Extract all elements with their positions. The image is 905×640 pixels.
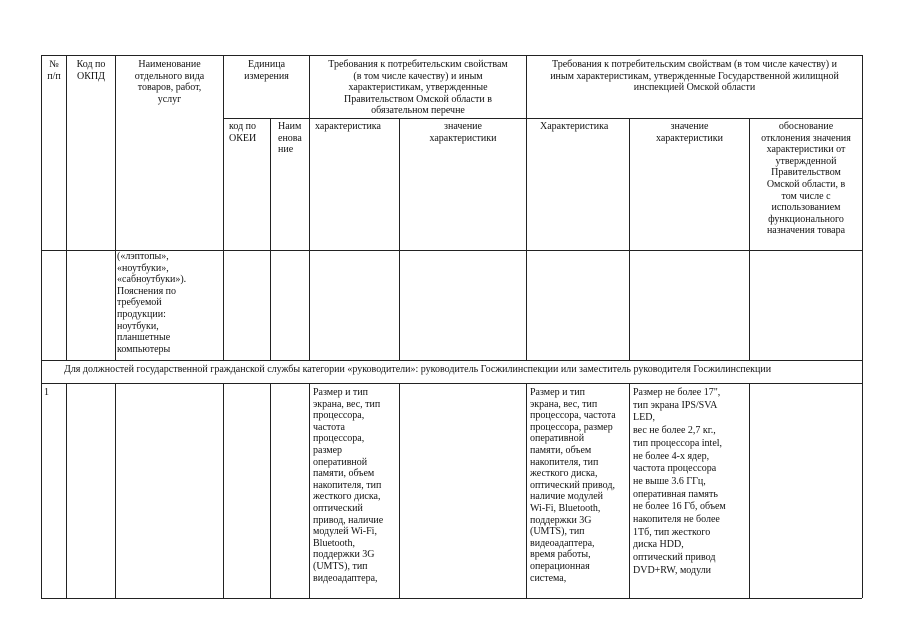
header-value-insp: значение характеристики	[655, 121, 723, 144]
header-requirements-inspection: Требования к потребительским свойствам (в том числе качеству) и иным характеристикам, утвержденные Государственной жилищной инспекцией Омской области	[550, 59, 839, 94]
section-row-bottom-line	[41, 383, 862, 384]
col-divider	[66, 383, 67, 598]
row-characteristics-insp: Размер и тип экрана, вес, тип процессора, частота процессора, размер оперативной памяти, объем накопителя, тип жесткого диска, оптический привод, наличие модулей Wi-Fi, Bluetooth, поддержки 3G (UMTS), тип видеоадаптера, время работы, операционная система,	[530, 387, 616, 584]
header-okpd-code: Код по ОКПД	[76, 59, 106, 82]
col-divider	[526, 383, 527, 598]
table-border-bottom	[41, 598, 862, 599]
col-divider	[629, 118, 630, 360]
header-requirements-government: Требования к потребительским свойствам (в том числе качеству) и иным характеристикам, утвержденные Правительством Омской области в обязательном перечне	[328, 59, 508, 117]
col-divider	[66, 55, 67, 360]
item-name-continuation: («лэптопы», «ноутбуки», «сабноутбуки»). Пояснения по требуемой продукции: ноутбуки, планшетные компьютеры	[117, 251, 187, 355]
header-characteristic-insp: Характеристика	[540, 121, 609, 132]
col-divider	[399, 118, 400, 360]
section-heading: Для должностей государственной гражданской службы категории «руководители»: руководитель Госжилинспекции или заместитель руководителя Госжилинспекции	[64, 364, 772, 375]
header-okei-code: код по ОКЕИ	[229, 121, 257, 144]
continuation-row-bottom-line	[41, 360, 862, 361]
subheader-divider	[223, 118, 862, 119]
table-border-right	[862, 55, 863, 598]
row-characteristics-gov: Размер и тип экрана, вес, тип процессора, частота процессора, размер оперативной памяти, объем накопителя, тип жесткого диска, оптический привод, наличие модулей Wi-Fi, Bluetooth, поддержки 3G (UMTS), тип видеоадаптера,	[313, 387, 384, 584]
col-divider	[629, 383, 630, 598]
col-divider	[223, 383, 224, 598]
header-characteristic-gov: характеристика	[315, 121, 381, 132]
col-divider	[270, 118, 271, 360]
header-number: № п/п	[47, 59, 61, 82]
header-justification: обоснование отклонения значения характеристики от утвержденной Правительством Омской области, в том числе с использованием функционального назначения товара	[761, 121, 851, 237]
col-divider	[115, 383, 116, 598]
header-item-name: Наименование отдельного вида товаров, работ, услуг	[134, 59, 205, 105]
row-number: 1	[44, 387, 49, 398]
col-divider	[749, 383, 750, 598]
col-divider	[223, 55, 224, 360]
table-border-top	[41, 55, 862, 56]
header-unit-name: Наим енова ние	[278, 121, 302, 156]
col-divider	[526, 55, 527, 360]
header-value-gov: значение характеристики	[429, 121, 497, 144]
header-unit: Единица измерения	[244, 59, 289, 82]
col-divider	[270, 383, 271, 598]
col-divider	[399, 383, 400, 598]
row-values-insp: Размер не более 17", тип экрана IPS/SVA LED, вес не более 2,7 кг., тип процессора intel, не более 4-х ядер, частота процессора не выше 3.6 ГГц, оперативная память не более 16 Гб, объем накопителя не более 1Тб, тип жесткого диска HDD, оптический привод DVD+RW, модули	[633, 387, 726, 576]
col-divider	[309, 383, 310, 598]
table-border-left	[41, 55, 42, 598]
